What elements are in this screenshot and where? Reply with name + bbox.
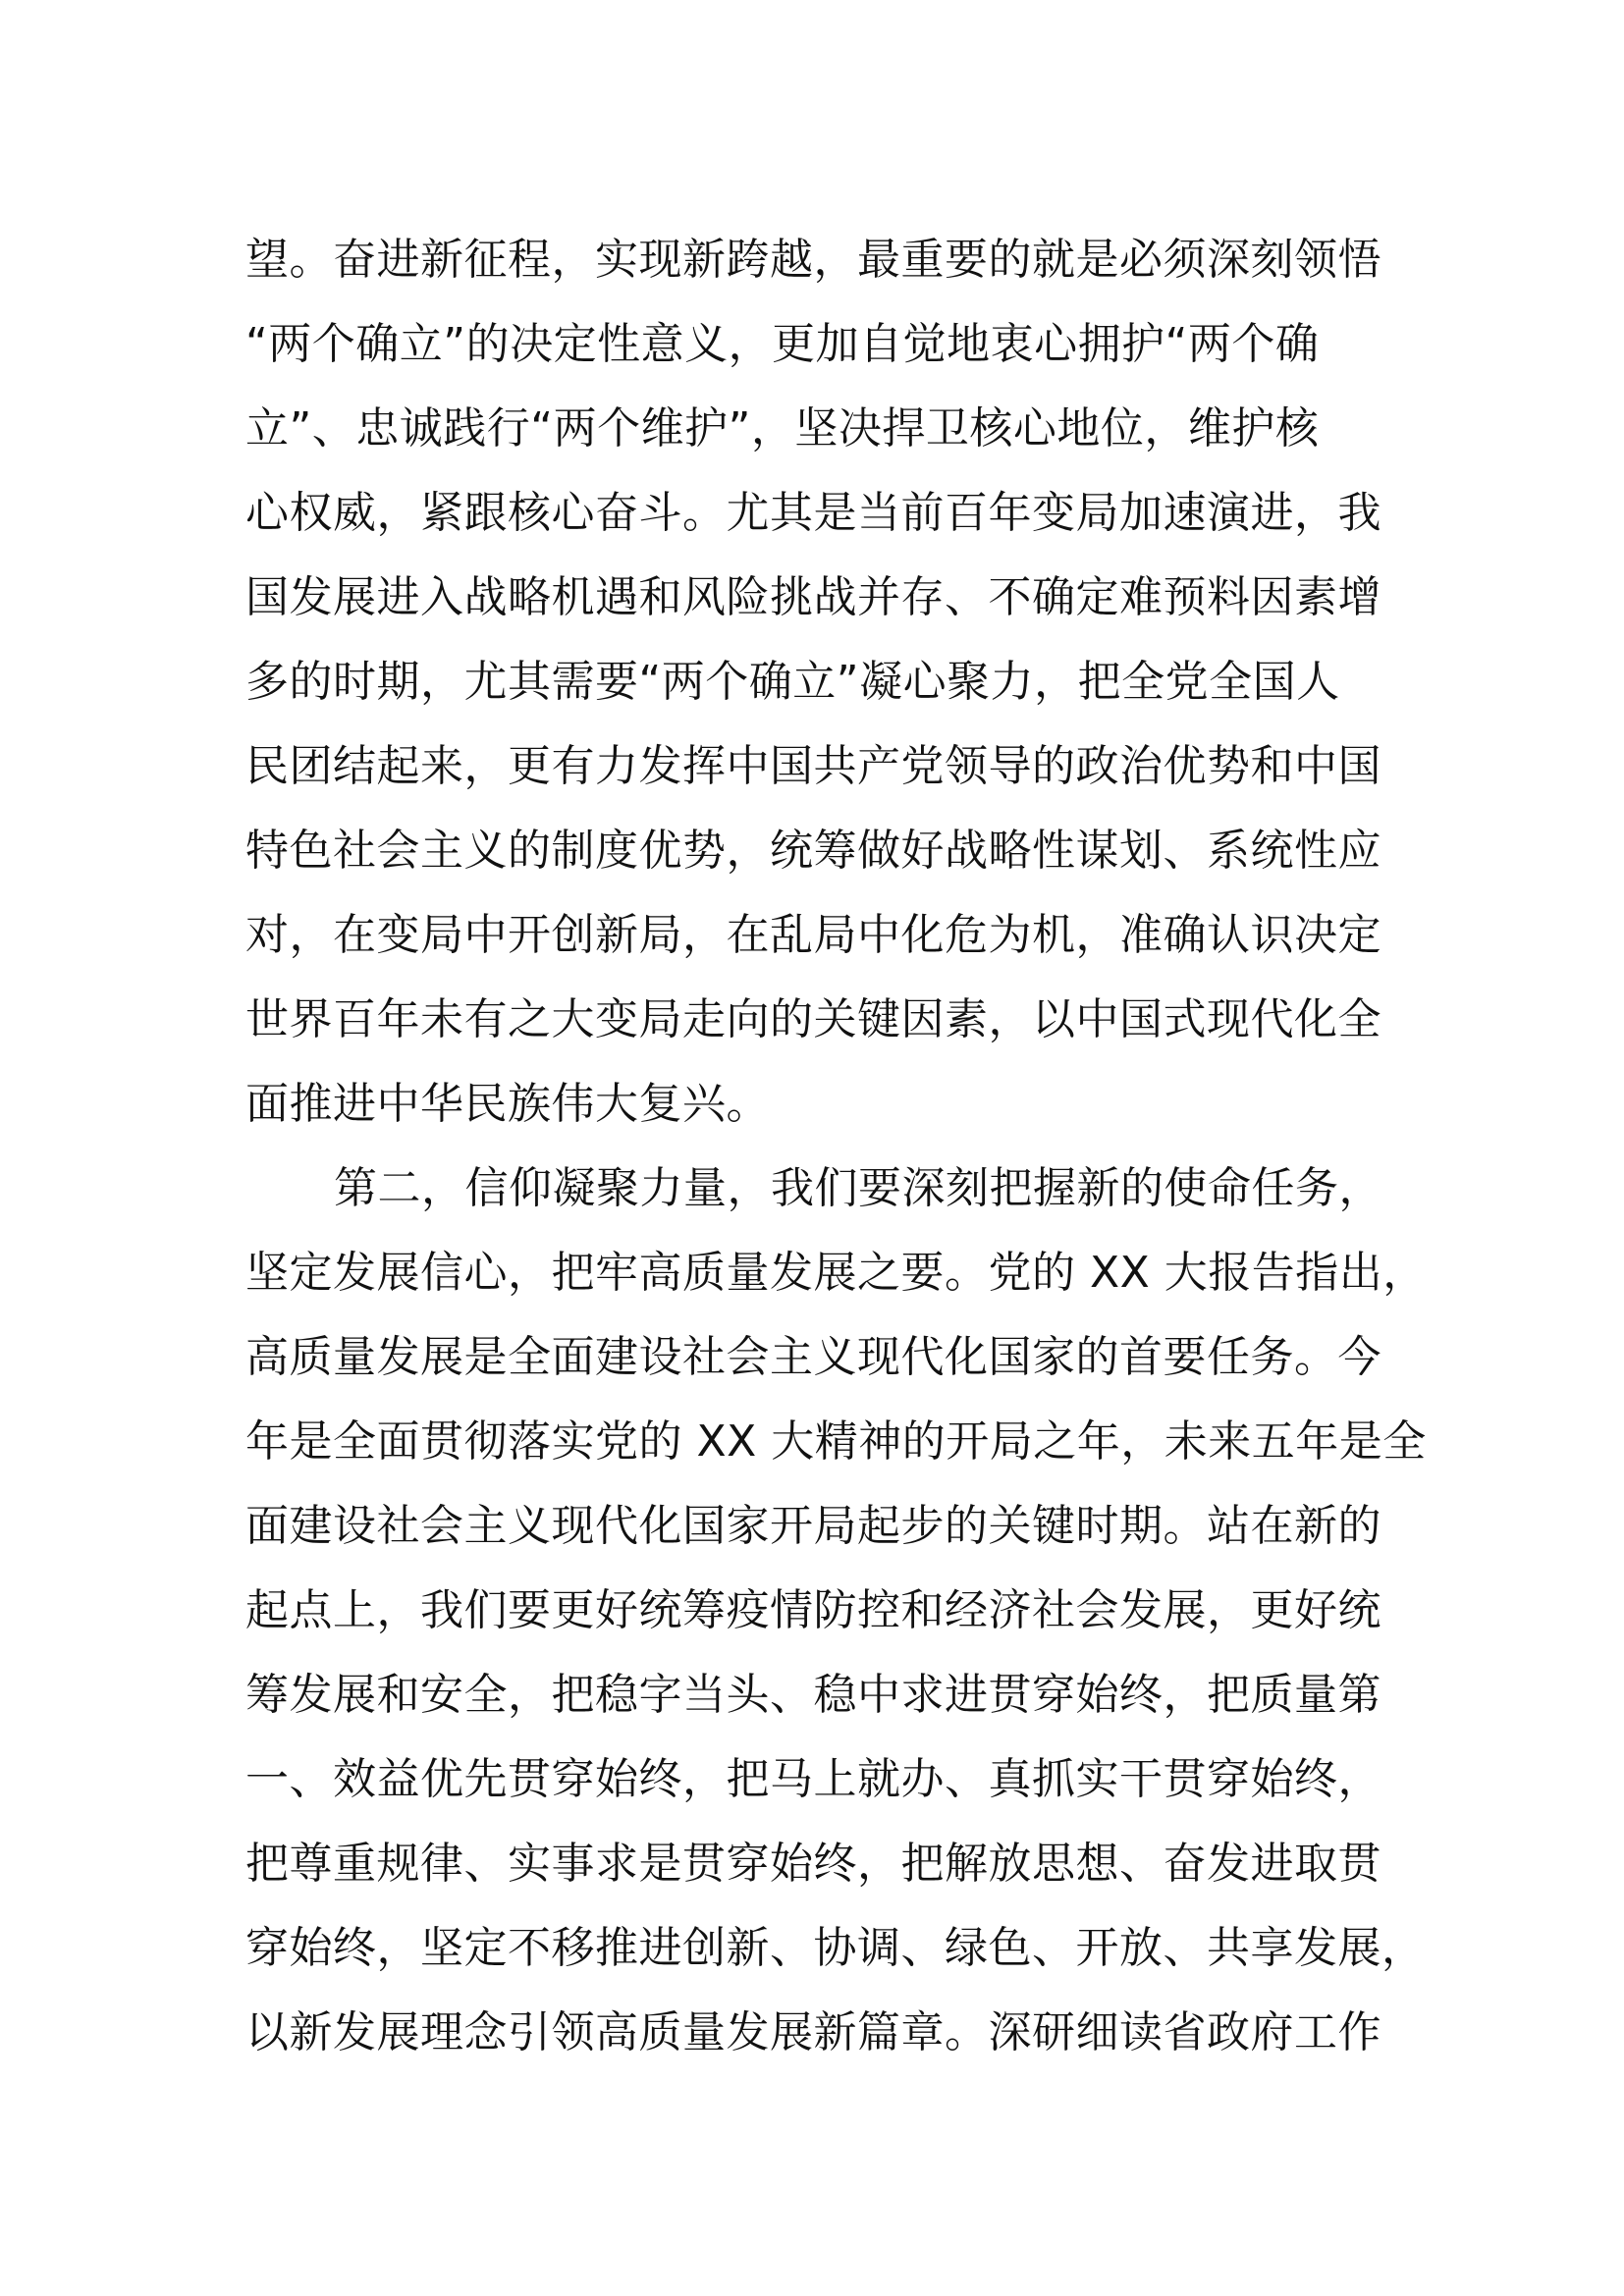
text-line: 筹发展和安全，把稳字当头、稳中求进贯穿始终，把质量第 (245, 1670, 1381, 1720)
text-line: 穿始终，坚定不移推进创新、协调、绿色、开放、共享发展， (245, 1923, 1426, 1973)
text-line: 世界百年未有之大变局走向的关键因素，以中国式现代化全 (245, 994, 1381, 1044)
text-line: 坚定发展信心，把牢高质量发展之要。党的 XX 大报告指出， (245, 1248, 1427, 1298)
text-line: “两个确立”的决定性意义，更加自觉地衷心拥护“两个确 (245, 319, 1320, 369)
paragraph-start-line: 第二，信仰凝聚力量，我们要深刻把握新的使命任务， (334, 1163, 1382, 1213)
text-line: 立”、忠诚践行“两个维护”，坚决捍卫核心地位，维护核 (245, 403, 1320, 454)
text-line: 把尊重规律、实事求是贯穿始终，把解放思想、奋发进取贯 (245, 1839, 1381, 1889)
text-line: 年是全面贯彻落实党的 XX 大精神的开局之年，未来五年是全 (245, 1416, 1427, 1467)
text-line: 面建设社会主义现代化国家开局起步的关键时期。站在新的 (245, 1501, 1381, 1551)
text-line: 特色社会主义的制度优势，统筹做好战略性谋划、系统性应 (245, 826, 1381, 876)
text-line: 起点上，我们要更好统筹疫情防控和经济社会发展，更好统 (245, 1585, 1381, 1635)
text-line: 国发展进入战略机遇和风险挑战并存、不确定难预料因素增 (245, 572, 1381, 622)
text-line: 以新发展理念引领高质量发展新篇章。深研细读省政府工作 (245, 2007, 1381, 2057)
text-line: 民团结起来，更有力发挥中国共产党领导的政治优势和中国 (245, 741, 1381, 791)
text-line: 对，在变局中开创新局，在乱局中化危为机，准确认识决定 (245, 910, 1381, 960)
text-line: 一、效益优先贯穿始终，把马上就办、真抓实干贯穿始终， (245, 1754, 1381, 1804)
text-line: 多的时期，尤其需要“两个确立”凝心聚力，把全党全国人 (245, 657, 1340, 707)
text-line: 望。奋进新征程，实现新跨越，最重要的就是必须深刻领悟 (245, 235, 1381, 285)
text-line: 心权威，紧跟核心奋斗。尤其是当前百年变局加速演进，我 (245, 488, 1381, 538)
text-line: 面推进中华民族伟大复兴。 (245, 1079, 770, 1129)
text-line: 高质量发展是全面建设社会主义现代化国家的首要任务。今 (245, 1332, 1381, 1382)
